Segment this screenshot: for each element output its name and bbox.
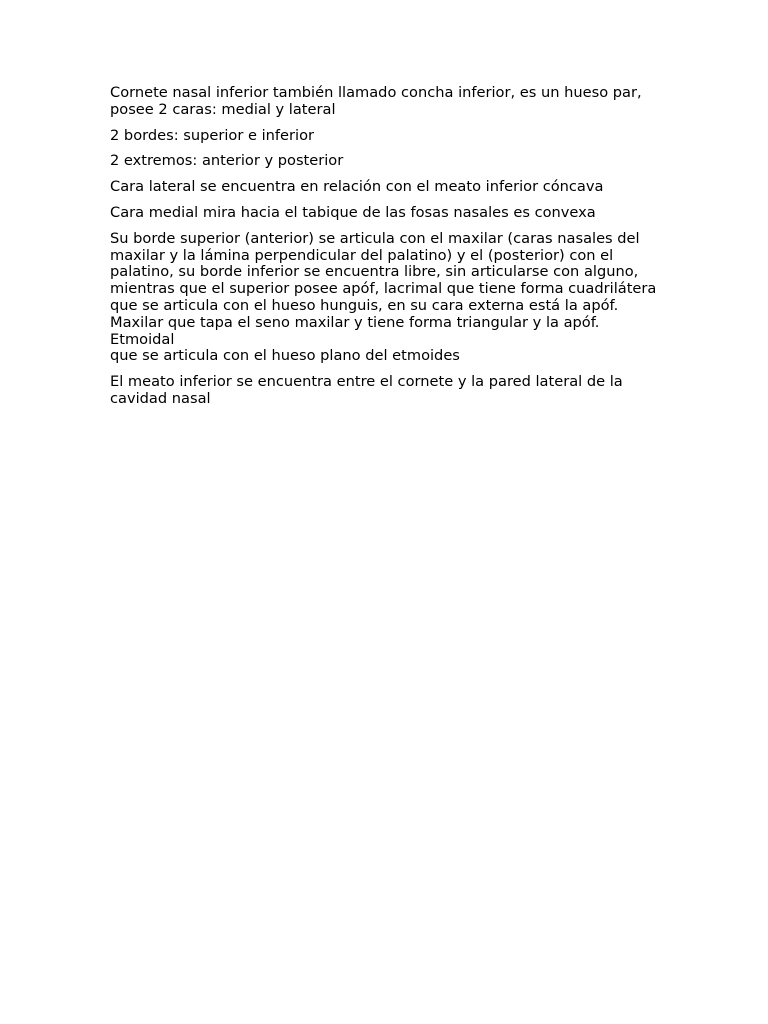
paragraph-meato-inferior: El meato inferior se encuentra entre el cornete y la pared lateral de la cavidad nasal bbox=[110, 373, 623, 407]
paragraph-extremos: 2 extremos: anterior y posterior bbox=[110, 152, 344, 170]
paragraph-bordes: 2 bordes: superior e inferior bbox=[110, 126, 314, 144]
paragraph-cornete-intro: Cornete nasal inferior también llamado concha inferior, es un hueso par, posee 2 caras: medial y lateral bbox=[110, 84, 642, 118]
paragraph-borde-superior: Su borde superior (anterior) se articula con el maxilar (caras nasales del maxilar y la lámina perpendicular del palatino) y el (posterior) con el palatino, su borde inferior se encuentra libre, sin articularse con alguno, mientras que el superior posee apóf, lacrimal que tiene forma cuadrilátera que se articula con el hueso hunguis, en su cara externa está la apóf. Maxilar que tapa el seno maxilar y tiene forma triangular y la apóf. Etmoidal que se articula con el hueso plano del etmoides bbox=[110, 229, 657, 365]
document-page bbox=[110, 85, 662, 417]
paragraph-cara-medial: Cara medial mira hacia el tabique de las fosas nasales es convexa bbox=[110, 203, 596, 221]
paragraph-cara-lateral: Cara lateral se encuentra en relación con el meato inferior cóncava bbox=[110, 178, 604, 196]
